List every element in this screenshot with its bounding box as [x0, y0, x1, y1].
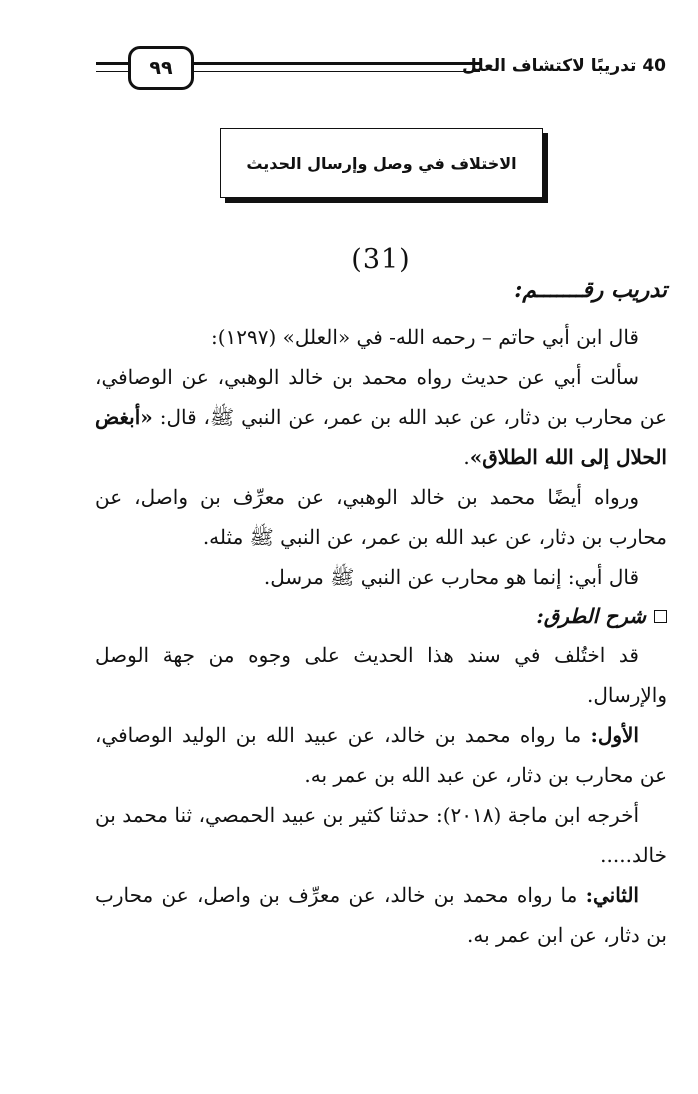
- hadith-text: «أبغض الحلال إلى الله الطلاق»: [95, 405, 667, 469]
- header-rule-right: [194, 62, 480, 65]
- paragraph-question: [95, 357, 667, 477]
- first-way-label: الأول:: [590, 723, 639, 747]
- paragraph-source: قال ابن أبي حاتم – رحمه الله- في «العلل» (١٢٩٧):: [210, 325, 639, 349]
- section-heading-text: شرح الطرق:: [536, 604, 646, 628]
- section-heading: [95, 597, 667, 635]
- exercise-number: (31): [351, 244, 411, 275]
- paragraph-intro: قد اختُلف في سند هذا الحديث على وجوه من جهة الوصل والإرسال.: [95, 643, 667, 707]
- question-text: سألت أبي عن حديث رواه محمد بن خالد الوهبي، عن الوصافي، عن محارب بن دثار، عن عبد الله بن عمر، عن النبي ﷺ، قال:: [95, 365, 668, 429]
- chapter-title: الاختلاف في وصل وإرسال الحديث: [220, 128, 543, 198]
- page-number: ٩٩: [128, 46, 194, 90]
- header-rule-right-thin: [194, 71, 480, 72]
- header-rule-left-thin: [96, 71, 128, 72]
- paragraph-second-narration: ورواه أيضًا محمد بن خالد الوهبي، عن معرِّف بن واصل، عن محارب بن دثار، عن عبد الله بن عمر، عن النبي ﷺ مثله.: [95, 485, 667, 549]
- page-body: [95, 244, 667, 955]
- running-title: 40 تدريبًا لاكتشاف العلل: [462, 56, 666, 76]
- exercise-label: تدريب رقـــــــم:: [514, 277, 667, 303]
- page-header: [96, 42, 666, 102]
- paragraph-first-way: [95, 715, 667, 795]
- header-rule-left: [96, 62, 128, 65]
- second-way-text: ما رواه محمد بن خالد، عن معرِّف بن واصل، عن محارب بن دثار، عن ابن عمر به.: [95, 883, 667, 947]
- second-way-label: الثاني:: [585, 883, 639, 907]
- first-way-text: ما رواه محمد بن خالد، عن عبيد الله بن الوليد الوصافي، عن محارب بن دثار، عن عبد الله بن عمر به.: [95, 723, 667, 787]
- paragraph-second-way: [95, 875, 667, 955]
- square-bullet-icon: [654, 610, 667, 623]
- question-end: .: [463, 445, 470, 469]
- paragraph-answer: قال أبي: إنما هو محارب عن النبي ﷺ مرسل.: [263, 565, 639, 589]
- paragraph-takhrij: أخرجه ابن ماجة (٢٠١٨): حدثنا كثير بن عبيد الحمصي، ثنا محمد بن خالد.....: [95, 803, 667, 867]
